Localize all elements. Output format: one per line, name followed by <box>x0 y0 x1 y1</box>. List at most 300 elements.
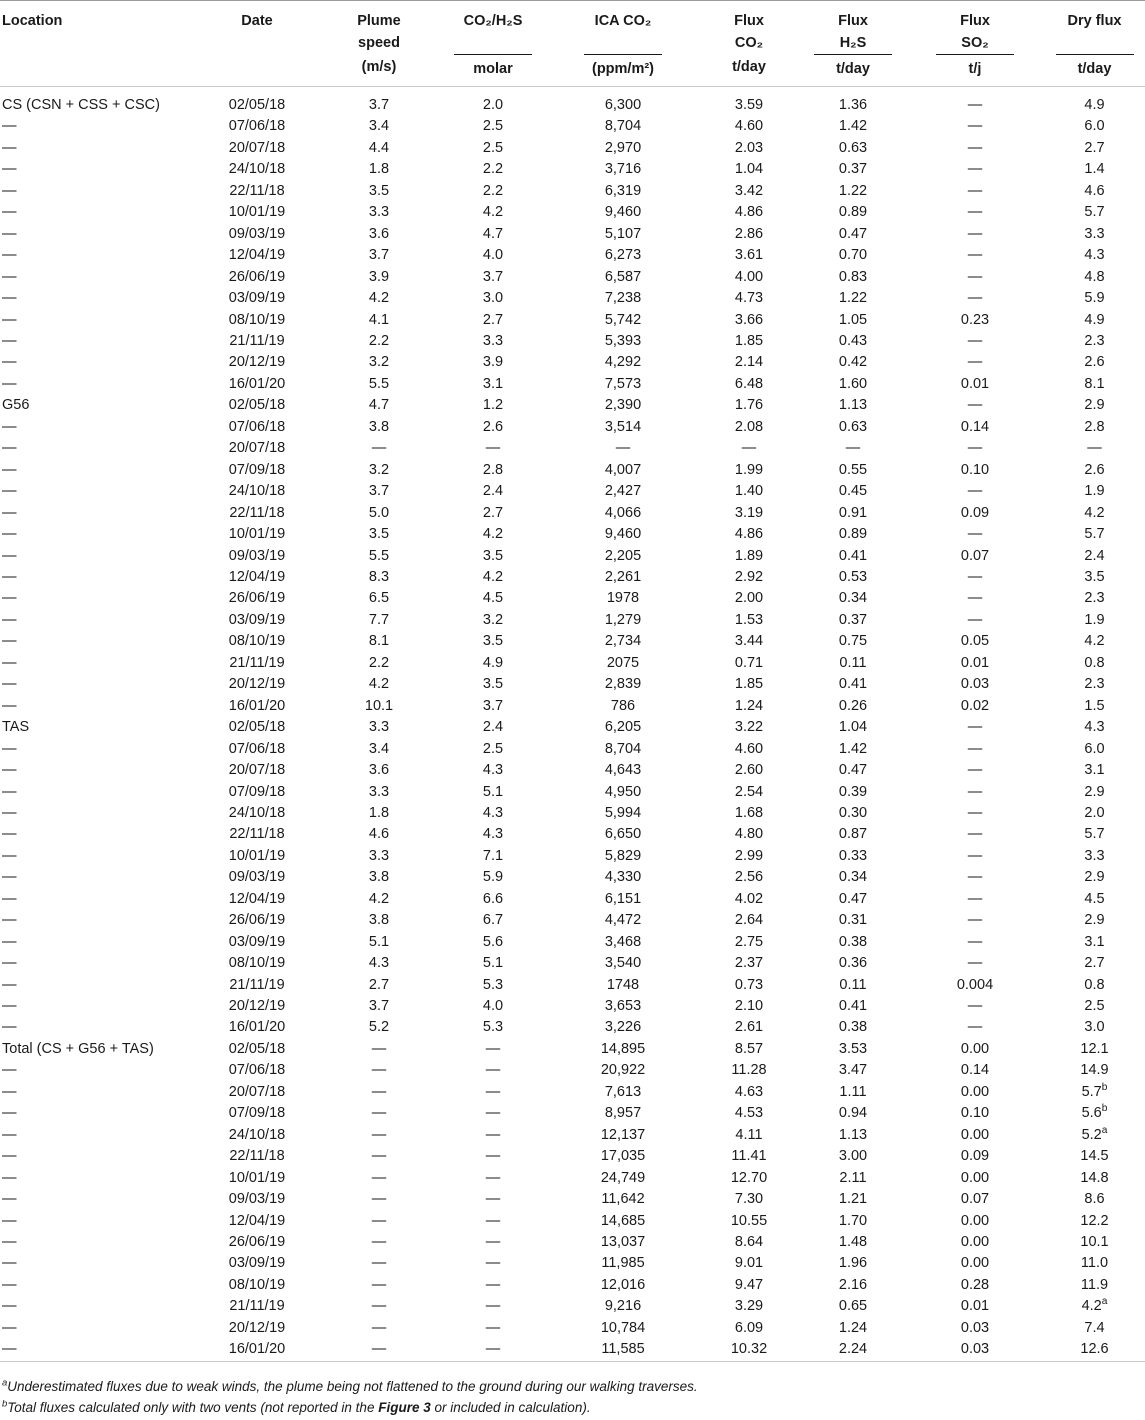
cell-location-value: — <box>2 139 17 156</box>
cell-flux-so2-value: 0.00 <box>960 1255 990 1272</box>
cell-location-value: — <box>2 633 17 650</box>
table-row <box>0 245 1145 266</box>
cell-flux-so2 <box>906 524 1044 545</box>
cell-ratio-value: 2.8 <box>482 461 504 478</box>
cell-plume-speed-value: 8.1 <box>368 633 390 650</box>
cell-ica-co2-value: 14,685 <box>600 1212 646 1229</box>
cell-dry-flux-value: 4.2 <box>1081 1298 1102 1315</box>
cell-flux-so2 <box>906 996 1044 1017</box>
cell-flux-h2s-value: 0.38 <box>838 1019 868 1036</box>
cell-dry-flux <box>1044 181 1145 202</box>
cell-location <box>0 87 194 117</box>
cell-flux-so2-value: 0.28 <box>960 1276 990 1293</box>
cell-ica-co2-value: 3,540 <box>604 955 642 972</box>
cell-flux-co2-value: 1.76 <box>734 397 764 414</box>
cell-flux-so2-value: 0.00 <box>960 1040 990 1057</box>
cell-ratio-value: 5.9 <box>482 869 504 886</box>
cell-dry-flux-value: 2.6 <box>1084 354 1105 371</box>
cell-ica-co2 <box>548 674 698 695</box>
cell-ratio <box>438 159 548 180</box>
cell-dry-flux-value: 3.5 <box>1084 568 1105 585</box>
cell-location <box>0 1060 194 1081</box>
cell-flux-so2-value: 0.00 <box>960 1169 990 1186</box>
cell-ica-co2 <box>548 116 698 137</box>
cell-ica-co2 <box>548 910 698 931</box>
cell-flux-co2-value: 7.30 <box>734 1191 764 1208</box>
header-flux-so2-l1: Flux <box>960 13 990 29</box>
cell-flux-h2s-value: 0.41 <box>838 998 868 1015</box>
cell-date <box>194 932 320 953</box>
cell-plume-speed <box>320 503 438 524</box>
cell-plume-speed <box>320 867 438 888</box>
cell-flux-co2-value: 2.54 <box>734 783 764 800</box>
header-flux-h2s-l1: Flux <box>838 13 868 29</box>
cell-plume-speed <box>320 395 438 416</box>
table-row <box>0 1060 1145 1081</box>
cell-flux-h2s-value: 0.55 <box>838 461 868 478</box>
cell-location-value: — <box>2 290 17 307</box>
cell-plume-speed-value: 4.6 <box>368 826 390 843</box>
cell-flux-so2 <box>906 288 1044 309</box>
cell-flux-so2 <box>906 87 1044 117</box>
cell-plume-speed-value: — <box>371 440 387 457</box>
cell-location <box>0 1189 194 1210</box>
cell-dry-flux <box>1044 1275 1145 1296</box>
cell-date <box>194 1232 320 1253</box>
table-row <box>0 310 1145 331</box>
cell-date-value: 10/01/19 <box>228 1169 286 1186</box>
cell-ratio-value: 6.7 <box>482 912 504 929</box>
cell-location <box>0 288 194 309</box>
cell-ica-co2-value: 6,273 <box>604 247 642 264</box>
cell-dry-flux-value: 5.9 <box>1084 290 1105 307</box>
cell-dry-flux-value: 8.1 <box>1084 375 1105 392</box>
cell-flux-so2-value: — <box>967 590 983 607</box>
table-row <box>0 717 1145 738</box>
unit-flux-co2: t/day <box>732 59 766 75</box>
cell-dry-flux <box>1044 87 1145 117</box>
cell-flux-co2 <box>698 1296 800 1317</box>
cell-location-value: — <box>2 1019 17 1036</box>
cell-dry-flux-value: 3.3 <box>1084 847 1105 864</box>
cell-flux-h2s <box>800 352 906 373</box>
cell-ratio <box>438 1318 548 1339</box>
cell-flux-co2-value: 4.73 <box>734 290 764 307</box>
cell-dry-flux <box>1044 352 1145 373</box>
cell-ratio-value: 2.5 <box>482 118 504 135</box>
cell-ratio <box>438 824 548 845</box>
cell-ica-co2-value: 13,037 <box>600 1234 646 1251</box>
cell-location <box>0 331 194 352</box>
cell-flux-co2 <box>698 975 800 996</box>
cell-flux-h2s <box>800 631 906 652</box>
cell-flux-co2-value: 6.09 <box>734 1319 764 1336</box>
cell-plume-speed <box>320 481 438 502</box>
cell-plume-speed-value: — <box>371 1319 387 1336</box>
cell-plume-speed <box>320 1060 438 1081</box>
cell-dry-flux <box>1044 288 1145 309</box>
cell-location-value: — <box>2 182 17 199</box>
cell-flux-so2-value: 0.05 <box>960 633 990 650</box>
cell-dry-flux <box>1044 524 1145 545</box>
cell-flux-co2-value: 11.41 <box>731 1148 767 1165</box>
cell-location-value: — <box>2 311 17 328</box>
cell-plume-speed-value: 2.2 <box>368 654 390 671</box>
cell-flux-co2-value: 2.08 <box>734 418 764 435</box>
cell-dry-flux <box>1044 374 1145 395</box>
cell-location <box>0 1082 194 1103</box>
cell-location <box>0 1017 194 1038</box>
cell-dry-flux <box>1044 267 1145 288</box>
cell-location <box>0 1275 194 1296</box>
cell-ratio <box>438 524 548 545</box>
cell-flux-h2s <box>800 202 906 223</box>
cell-flux-so2 <box>906 503 1044 524</box>
cell-location-value: — <box>2 654 17 671</box>
cell-flux-co2-value: 8.57 <box>734 1040 764 1057</box>
cell-plume-speed <box>320 224 438 245</box>
cell-date <box>194 1017 320 1038</box>
cell-location <box>0 374 194 395</box>
cell-plume-speed <box>320 1189 438 1210</box>
cell-ratio <box>438 782 548 803</box>
cell-flux-co2 <box>698 760 800 781</box>
table-row <box>0 267 1145 288</box>
cell-plume-speed <box>320 202 438 223</box>
cell-date-value: 22/11/18 <box>229 1148 285 1165</box>
cell-flux-so2 <box>906 546 1044 567</box>
cell-date-value: 24/10/18 <box>228 804 286 821</box>
cell-dry-flux <box>1044 932 1145 953</box>
cell-flux-co2-value: 2.10 <box>734 998 764 1015</box>
cell-flux-co2-value: 3.59 <box>734 97 764 113</box>
cell-flux-co2 <box>698 1339 800 1361</box>
table-row <box>0 1232 1145 1253</box>
cell-ica-co2-value: 4,066 <box>604 504 642 521</box>
cell-flux-so2-value: — <box>967 139 983 156</box>
cell-date <box>194 138 320 159</box>
cell-plume-speed <box>320 245 438 266</box>
cell-plume-speed-value: — <box>371 1255 387 1272</box>
cell-flux-so2 <box>906 975 1044 996</box>
cell-flux-h2s <box>800 310 906 331</box>
cell-flux-so2-value: 0.07 <box>960 1191 990 1208</box>
cell-flux-so2-value: — <box>967 869 983 886</box>
table-row <box>0 1339 1145 1361</box>
cell-date <box>194 846 320 867</box>
cell-flux-co2-value: 4.60 <box>734 740 764 757</box>
cell-dry-flux-value: 7.4 <box>1084 1319 1105 1336</box>
cell-dry-flux-value: 3.3 <box>1084 225 1105 242</box>
cell-date <box>194 524 320 545</box>
cell-flux-co2-value: 4.86 <box>734 204 764 221</box>
cell-date-value: 03/09/19 <box>228 1255 286 1272</box>
cell-dry-flux-value: 6.0 <box>1084 740 1105 757</box>
cell-ratio <box>438 87 548 117</box>
cell-date-value: 24/10/18 <box>228 1126 286 1143</box>
cell-plume-speed <box>320 331 438 352</box>
cell-plume-speed <box>320 524 438 545</box>
cell-flux-so2 <box>906 352 1044 373</box>
cell-flux-h2s-value: 1.11 <box>839 1083 867 1100</box>
cell-plume-speed <box>320 1082 438 1103</box>
cell-ratio <box>438 1275 548 1296</box>
cell-plume-speed <box>320 352 438 373</box>
cell-flux-co2-value: 1.40 <box>734 483 764 500</box>
cell-ratio <box>438 1339 548 1361</box>
cell-ratio-value: 5.3 <box>482 1019 504 1036</box>
cell-date-value: 10/01/19 <box>228 204 286 221</box>
cell-ica-co2-value: 2,205 <box>604 547 642 564</box>
cell-dry-flux <box>1044 1296 1145 1317</box>
cell-ratio-value: 4.3 <box>482 826 504 843</box>
cell-location <box>0 1339 194 1361</box>
table-row <box>0 87 1145 117</box>
table-row <box>0 760 1145 781</box>
cell-ratio <box>438 803 548 824</box>
cell-flux-co2 <box>698 824 800 845</box>
cell-date-value: 08/10/19 <box>228 1276 286 1293</box>
cell-ratio <box>438 310 548 331</box>
cell-date-value: 12/04/19 <box>228 890 286 907</box>
cell-flux-co2 <box>698 653 800 674</box>
cell-date-value: 16/01/20 <box>228 697 286 714</box>
cell-flux-co2 <box>698 331 800 352</box>
cell-dry-flux <box>1044 824 1145 845</box>
cell-flux-h2s-value: 1.48 <box>838 1234 868 1251</box>
cell-date-value: 20/12/19 <box>228 676 286 693</box>
header-plume-speed-text: Plume speed <box>357 13 401 51</box>
cell-location <box>0 224 194 245</box>
cell-dry-flux <box>1044 846 1145 867</box>
cell-flux-so2-value: 0.09 <box>960 1148 990 1165</box>
cell-plume-speed-value: 3.3 <box>368 719 390 736</box>
cell-ica-co2 <box>548 1168 698 1189</box>
table-body <box>0 87 1145 1362</box>
cell-dry-flux-value: 6.0 <box>1084 118 1105 135</box>
cell-location-value: — <box>2 1298 17 1315</box>
footnote-marker: a <box>1101 1124 1108 1136</box>
cell-flux-so2-value: 0.00 <box>960 1212 990 1229</box>
cell-flux-h2s <box>800 1125 906 1146</box>
header-ica-co2: ICA CO₂ <box>594 13 652 29</box>
table-footnotes <box>2 1376 698 1418</box>
cell-plume-speed-value: 3.8 <box>368 869 390 886</box>
cell-location <box>0 503 194 524</box>
cell-flux-h2s-value: 0.37 <box>838 161 868 178</box>
cell-ratio-value: 4.2 <box>482 204 504 221</box>
cell-dry-flux-value: 2.9 <box>1084 783 1105 800</box>
cell-date-value: 02/05/18 <box>228 719 286 736</box>
table-row <box>0 503 1145 524</box>
cell-flux-so2-value: — <box>967 354 983 371</box>
cell-plume-speed <box>320 159 438 180</box>
cell-dry-flux <box>1044 760 1145 781</box>
cell-plume-speed-value: — <box>371 1212 387 1229</box>
cell-dry-flux-value: 5.2 <box>1081 1126 1102 1143</box>
cell-ratio <box>438 653 548 674</box>
cell-flux-so2 <box>906 331 1044 352</box>
cell-ratio <box>438 1211 548 1232</box>
cell-flux-h2s <box>800 846 906 867</box>
cell-flux-so2-value: — <box>967 826 983 843</box>
cell-flux-so2 <box>906 846 1044 867</box>
cell-dry-flux <box>1044 438 1145 459</box>
cell-location <box>0 760 194 781</box>
cell-ica-co2-value: 1,279 <box>604 611 642 628</box>
cell-ratio-value: 4.0 <box>482 998 504 1015</box>
cell-location <box>0 310 194 331</box>
table-row <box>0 481 1145 502</box>
cell-ratio-value: — <box>485 440 501 457</box>
header-flux-co2-l2: CO₂ <box>734 35 764 51</box>
cell-plume-speed-value: — <box>371 1191 387 1208</box>
unit-ratio-cell <box>438 54 548 87</box>
cell-plume-speed-value: 3.7 <box>368 998 390 1015</box>
cell-location <box>0 138 194 159</box>
table-row <box>0 1082 1145 1103</box>
table-row <box>0 1318 1145 1339</box>
cell-flux-co2-value: 3.44 <box>734 633 764 650</box>
cell-flux-so2-value: — <box>967 568 983 585</box>
cell-flux-so2-value: 0.09 <box>960 504 990 521</box>
cell-flux-co2 <box>698 996 800 1017</box>
cell-flux-h2s-value: 0.65 <box>838 1298 868 1315</box>
table-row <box>0 824 1145 845</box>
cell-location <box>0 159 194 180</box>
cell-ica-co2-value: 4,950 <box>604 783 642 800</box>
cell-ica-co2 <box>548 760 698 781</box>
cell-location-value: — <box>2 697 17 714</box>
cell-flux-h2s <box>800 932 906 953</box>
table-row <box>0 996 1145 1017</box>
cell-plume-speed-value: 5.2 <box>368 1019 390 1036</box>
cell-ratio-value: — <box>485 1040 501 1057</box>
cell-location <box>0 245 194 266</box>
cell-flux-h2s <box>800 138 906 159</box>
cell-ica-co2 <box>548 696 698 717</box>
cell-plume-speed <box>320 1318 438 1339</box>
cell-flux-co2 <box>698 524 800 545</box>
cell-date <box>194 975 320 996</box>
cell-ratio <box>438 588 548 609</box>
cell-flux-h2s <box>800 267 906 288</box>
cell-ica-co2-value: 12,016 <box>600 1276 646 1293</box>
cell-dry-flux <box>1044 159 1145 180</box>
cell-flux-co2 <box>698 503 800 524</box>
cell-ica-co2 <box>548 567 698 588</box>
cell-flux-so2 <box>906 1232 1044 1253</box>
cell-ratio <box>438 889 548 910</box>
cell-flux-so2-value: 0.07 <box>960 547 990 564</box>
cell-dry-flux <box>1044 481 1145 502</box>
cell-flux-h2s-value: 1.22 <box>838 290 868 307</box>
cell-flux-h2s-value: 1.60 <box>838 375 868 392</box>
cell-flux-so2-value: — <box>967 611 983 628</box>
table-row <box>0 331 1145 352</box>
cell-ica-co2-value: 786 <box>610 697 636 714</box>
table-row <box>0 953 1145 974</box>
cell-flux-h2s <box>800 395 906 416</box>
cell-ica-co2 <box>548 996 698 1017</box>
cell-location-value: — <box>2 590 17 607</box>
cell-ratio <box>438 438 548 459</box>
cell-flux-so2 <box>906 1168 1044 1189</box>
cell-flux-h2s <box>800 717 906 738</box>
cell-flux-co2-value: 10.55 <box>730 1212 768 1229</box>
cell-ica-co2 <box>548 1189 698 1210</box>
cell-date <box>194 1082 320 1103</box>
cell-ica-co2 <box>548 1082 698 1103</box>
cell-location-value: — <box>2 225 17 242</box>
cell-flux-h2s <box>800 1253 906 1274</box>
cell-flux-co2-value: 2.56 <box>734 869 764 886</box>
table-row <box>0 1211 1145 1232</box>
cell-ratio <box>438 867 548 888</box>
footnote-marker: a <box>1101 1296 1108 1308</box>
cell-date-value: 20/12/19 <box>228 998 286 1015</box>
cell-flux-so2 <box>906 803 1044 824</box>
cell-flux-co2-value: 4.86 <box>734 526 764 543</box>
cell-flux-so2 <box>906 717 1044 738</box>
cell-plume-speed <box>320 889 438 910</box>
cell-date <box>194 395 320 416</box>
cell-plume-speed-value: 3.7 <box>368 483 390 500</box>
cell-date <box>194 224 320 245</box>
cell-flux-so2-value: — <box>967 933 983 950</box>
cell-ratio <box>438 975 548 996</box>
cell-ica-co2-value: 11,985 <box>601 1255 645 1272</box>
cell-flux-so2 <box>906 1017 1044 1038</box>
cell-flux-co2-value: 1.85 <box>734 676 764 693</box>
cell-flux-co2-value: 1.68 <box>734 804 764 821</box>
cell-location-value: — <box>2 847 17 864</box>
cell-date-value: 20/12/19 <box>228 1319 286 1336</box>
cell-location <box>0 1232 194 1253</box>
cell-ica-co2-value: 4,330 <box>604 869 642 886</box>
cell-dry-flux-value: 1.9 <box>1084 483 1105 500</box>
cell-flux-so2 <box>906 1253 1044 1274</box>
cell-dry-flux <box>1044 717 1145 738</box>
cell-flux-h2s <box>800 481 906 502</box>
cell-plume-speed <box>320 953 438 974</box>
cell-flux-h2s-value: 0.34 <box>838 590 868 607</box>
table-row <box>0 782 1145 803</box>
cell-location-value: — <box>2 762 17 779</box>
cell-flux-so2-value: 0.00 <box>960 1083 990 1100</box>
cell-flux-h2s-value: 1.13 <box>838 1126 868 1143</box>
table-row <box>0 417 1145 438</box>
cell-date <box>194 1189 320 1210</box>
cell-ratio-value: — <box>485 1062 501 1079</box>
cell-date <box>194 567 320 588</box>
cell-flux-co2-value: 1.04 <box>734 161 764 178</box>
cell-flux-co2-value: 2.37 <box>734 955 764 972</box>
cell-ratio <box>438 138 548 159</box>
cell-flux-co2-value: 1.24 <box>734 697 764 714</box>
cell-ratio-value: 2.5 <box>482 740 504 757</box>
cell-ratio <box>438 696 548 717</box>
cell-flux-so2 <box>906 202 1044 223</box>
cell-ratio-value: 3.1 <box>482 375 504 392</box>
footnote-b-text-before: Total fluxes calculated only with two vents (not reported in the <box>7 1400 379 1415</box>
cell-date <box>194 1146 320 1167</box>
cell-flux-so2 <box>906 116 1044 137</box>
cell-dry-flux-value: 11.9 <box>1080 1276 1109 1293</box>
cell-ica-co2-value: 2,839 <box>604 676 642 693</box>
cell-location <box>0 417 194 438</box>
cell-flux-h2s-value: 0.91 <box>838 504 868 521</box>
